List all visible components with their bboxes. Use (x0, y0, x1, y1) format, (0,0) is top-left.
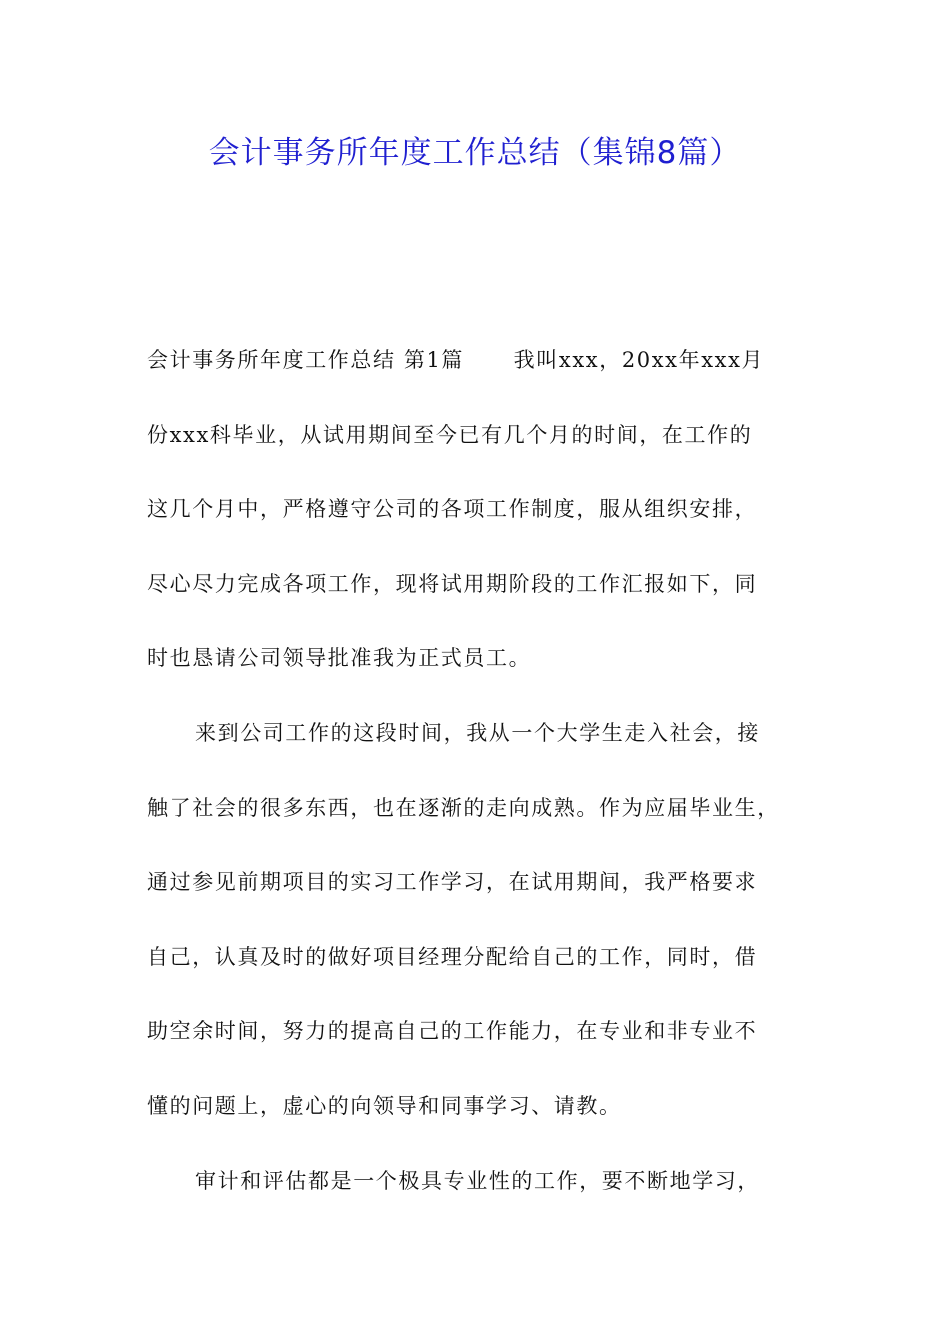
text-line: 懂的问题上，虚心的向领导和同事学习、请教。 (147, 1093, 622, 1118)
document-body (147, 335, 812, 1230)
text-line: 份xxx科毕业，从试用期间至今已有几个月的时间，在工作的 (147, 422, 753, 447)
text-line: 来到公司工作的这段时间，我从一个大学生走入社会，接 (195, 720, 760, 745)
text-line: 这几个月中，严格遵守公司的各项工作制度，服从组织安排， (147, 497, 758, 522)
document-title: 会计事务所年度工作总结（集锦8篇） (208, 135, 742, 171)
text-line: 尽心尽力完成各项工作，现将试用期阶段的工作汇报如下，同 (147, 571, 758, 596)
text-line: 时也恳请公司领导批准我为正式员工。 (147, 646, 532, 671)
text-line: 审计和评估都是一个极具专业性的工作，要不断地学习， (195, 1168, 760, 1193)
text-line: 自己，认真及时的做好项目经理分配给自己的工作，同时，借 (147, 944, 758, 969)
text-line: 助空余时间，努力的提高自己的工作能力，在专业和非专业不 (147, 1019, 758, 1044)
text-line: 触了社会的很多东西，也在逐渐的走向成熟。作为应届毕业生， (147, 795, 780, 820)
text-line: 会计事务所年度工作总结 第1篇 我叫xxx，20xx年xxx月 (147, 348, 765, 372)
text-line: 通过参见前期项目的实习工作学习，在试用期间，我严格要求 (147, 870, 758, 895)
